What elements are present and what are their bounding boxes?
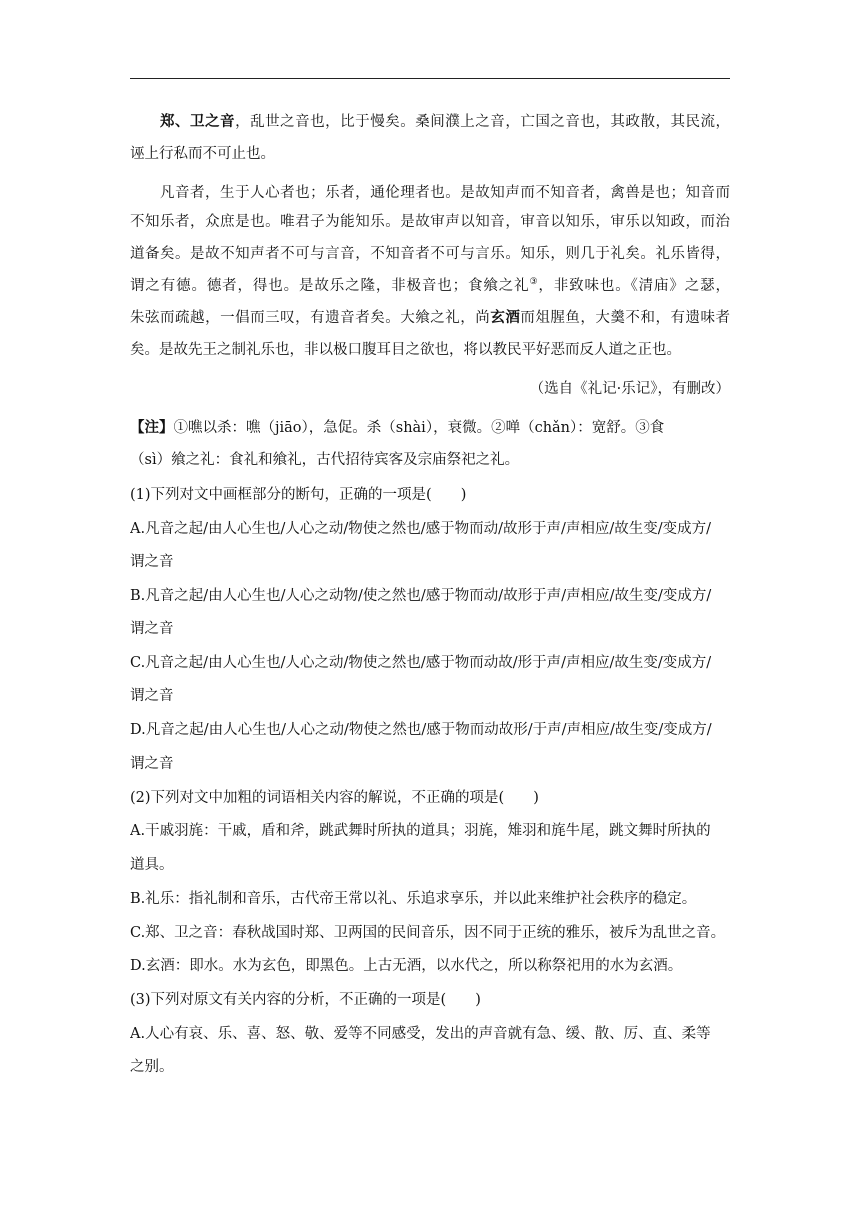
option-a: A.干戚羽旄：干戚，盾和斧，跳武舞时所执的道具；羽旄，雉羽和旄牛尾，跳文舞时所执的 bbox=[130, 823, 711, 839]
question-stem: (1)下列对文中画框部分的断句，正确的一项是( ) bbox=[130, 487, 467, 503]
option-b-cont: 谓之音 bbox=[130, 621, 174, 637]
option-b: B.凡音之起/由人心生也/人心之动物/使之然也/感于物而动/故形于声/声相应/故生变/变成方/ bbox=[130, 588, 712, 604]
passage-line: 谓之有德。德者，得也。是故乐之隆，非极音也；食飨之礼③，非致味也。《清庙》之瑟， bbox=[130, 277, 730, 294]
option-a-cont: 谓之音 bbox=[130, 554, 174, 570]
option-a-cont: 道具。 bbox=[130, 857, 174, 873]
question-stem: (3)下列对原文有关内容的分析，不正确的一项是( ) bbox=[130, 992, 481, 1008]
notes-line: 【注】①噍以杀：噍（jiāo），急促。杀（shài），衰微。②啴（chǎn）：宽舒。③食 bbox=[130, 419, 665, 436]
passage-line: 凡音者，生于人心者也；乐者，通伦理者也。是故知声而不知音者，禽兽是也；知音而 bbox=[160, 185, 730, 201]
option-a: A.凡音之起/由人心生也/人心之动/物使之然也/感于物而动/故形于声/声相应/故生变/变成方/ bbox=[130, 521, 712, 537]
footnote-marker: ③ bbox=[529, 277, 539, 288]
passage-line: 诬上行私而不可止也。 bbox=[130, 146, 275, 162]
option-c: C.凡音之起/由人心生也/人心之动/物使之然也/感于物而动故/形于声/声相应/故生变/变成方/ bbox=[130, 655, 712, 671]
bold-term: 郑、卫之音 bbox=[160, 113, 236, 130]
option-d-cont: 谓之音 bbox=[130, 756, 174, 772]
header-rule bbox=[130, 78, 730, 79]
option-a: A.人心有哀、乐、喜、怒、敬、爱等不同感受，发出的声音就有急、缓、散、厉、直、柔等 bbox=[130, 1026, 711, 1042]
passage-line: 道备矣。是故不知声者不可与言音，不知音者不可与言乐。知乐，则几于礼矣。礼乐皆得， bbox=[130, 246, 730, 262]
bold-term: 玄酒 bbox=[490, 309, 521, 326]
notes-line: （sì）飨之礼：食礼和飨礼，古代招待宾客及宗庙祭祀之礼。 bbox=[130, 452, 520, 468]
passage-line: 矣。是故先王之制礼乐也，非以极口腹耳目之欲也，将以教民平好恶而反人道之正也。 bbox=[130, 342, 681, 358]
option-a-cont: 之别。 bbox=[130, 1059, 174, 1075]
passage-line: 朱弦而疏越，一倡而三叹，有遗音者矣。大飨之礼，尚玄酒而俎腥鱼，大羹不和，有遗味者 bbox=[130, 309, 730, 326]
option-b: B.礼乐：指礼制和音乐，古代帝王常以礼、乐追求享乐，并以此来维护社会秩序的稳定。 bbox=[130, 891, 697, 907]
passage-line: 郑、卫之音，乱世之音也，比于慢矣。桑间濮上之音，亡国之音也，其政散，其民流， bbox=[160, 113, 730, 130]
notes-label: 【注】 bbox=[130, 419, 174, 436]
option-c-cont: 谓之音 bbox=[130, 688, 174, 704]
option-d: D.玄酒：即水。水为玄色，即黑色。上古无酒，以水代之，所以称祭祀用的水为玄酒。 bbox=[130, 958, 683, 974]
option-d: D.凡音之起/由人心生也/人心之动/物使之然也/感于物而动故形/于声/声相应/故生变/变成方/ bbox=[130, 722, 712, 738]
passage-line: 不知乐者，众庶是也。唯君子为能知乐。是故审声以知音，审音以知乐，审乐以知政，而治 bbox=[130, 214, 730, 230]
source-citation: （选自《礼记·乐记》，有删改） bbox=[529, 381, 730, 397]
question-stem: (2)下列对文中加粗的词语相关内容的解说，不正确的项是( ) bbox=[130, 790, 539, 806]
option-c: C.郑、卫之音：春秋战国时郑、卫两国的民间音乐，因不同于正统的雅乐，被斥为乱世之音。 bbox=[130, 925, 726, 941]
